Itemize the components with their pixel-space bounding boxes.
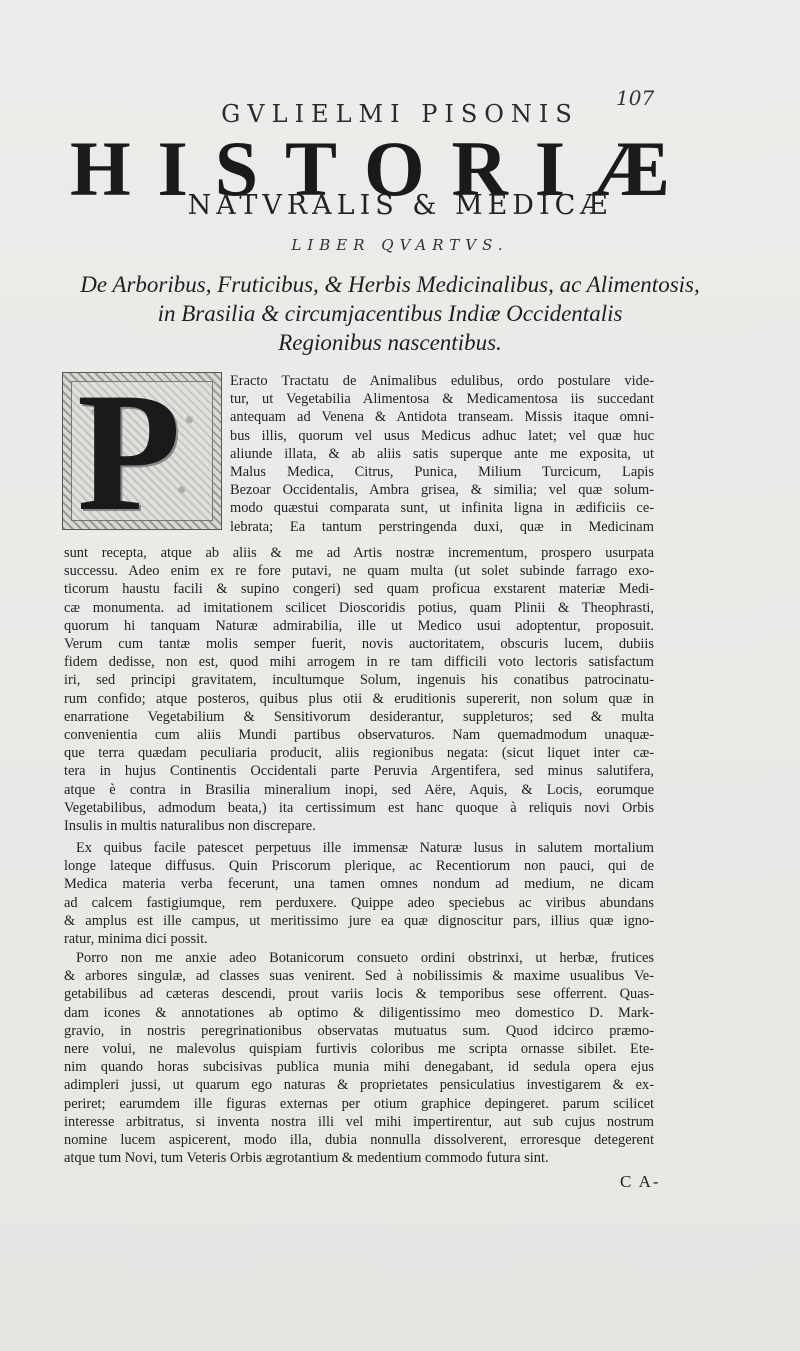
text-line: nere volui, ne malevolus quispiam furtivis coloribus me scripta ornasse sibilet. Ete- — [64, 1041, 654, 1058]
text-line: nomine lucem aspicerent, modo illa, dubia nonnulla dissolverent, erroresque detegerent — [64, 1132, 654, 1149]
text-line: nim quando horas subcisivas publica munia mihi denegabant, id sedula opera ejus — [64, 1059, 654, 1076]
book-number: LIBER QVARTVS. — [291, 236, 509, 254]
text-line: ad calcem fastigiumque, rem perduxere. Quippe adeo speciebus ac viribus abundans — [64, 894, 654, 911]
text-line: longe lateque diffusus. Quin Priscorum plerique, ac Recentiorum non pauci, qui de — [64, 858, 654, 875]
paragraph-1-wrapped — [230, 372, 654, 536]
paragraph-3 — [64, 949, 654, 1167]
text-line: & arbores singulæ, ad classes suas venirent. Sed à nobilissimis & maxime usualibus Ve- — [64, 968, 654, 985]
text-line: antequam ad Venena & Antidota transeam. Missis itaque omni- — [230, 409, 654, 426]
text-line: tur, ut Vegetabilia Alimentosa & Medicamentosa iis succedant — [230, 391, 654, 408]
title-letter: O — [363, 125, 425, 212]
text-line: getabilibus ad cæteras descendi, prout variis locis & temporibus sese offerrent. Quas- — [64, 986, 654, 1003]
text-line: atque tum Novi, tum Veteris Orbis ægrotantium & medentium commodo futura sint. — [64, 1150, 549, 1167]
page-number: 107 — [616, 86, 655, 110]
text-line: quorum hi tanquam Naturæ admirabilia, ille ut Medico usui adoptentur, proposuit. — [64, 617, 654, 634]
text-line: Medica materia verba fecerunt, una tamen omnes nondum ad medium, ne dicam — [64, 876, 654, 893]
text-line: convenientia cum aliis Mundi partibus observaturos. Nam quemadmodum unaquæ- — [64, 727, 654, 744]
text-line: lebrata; Ea tantum perstringenda duxi, quæ in Medicinam — [230, 518, 654, 535]
text-line: fidem dedisse, non est, quod mihi arrogem in re tam difficili voto lectoris satisfactum — [64, 654, 654, 671]
text-line: sunt recepta, atque ab aliis & me ad Artis nostræ incrementum, prospero usurpata — [64, 545, 654, 561]
text-line: aliunde illata, & ab aliis satis superque ante me exposita, ut — [230, 445, 654, 462]
text-line: iri, sed principi gravitatem, incultumque Solum, ingenuis his conatibus patrocinatu- — [64, 672, 654, 689]
text-line: gravio, in nostris peregrinationibus observatas mutuatus sum. Quod idcirco præmo- — [64, 1022, 654, 1039]
catchword: C A- — [620, 1172, 661, 1191]
title-letter: H — [70, 125, 131, 212]
text-line: Insulis in multis naturalibus non discrepare. — [64, 818, 316, 835]
text-line: rum confido; atque posteros, quibus plus otii & eruditionis supererit, non solum quæ in — [64, 690, 654, 707]
text-line: adimpleri jussi, ut quarum ego naturas & proprietates pensiculatius investigarem & ex- — [64, 1077, 654, 1094]
text-line: interesse arbitratus, si inventa nostra illi vel mihi impertirentur, aut sub cujus nostrum — [64, 1113, 654, 1130]
text-line: que terra quædam peculiaria producit, aliis regionibus negata: (sicut liquet inter cæ- — [64, 745, 654, 762]
text-line: Bezoar Occidentalis, Ambra grisea, & similia; vel quæ solum- — [230, 482, 654, 499]
title-letter: R — [451, 125, 508, 212]
text-line: atque è contra in Brasilia mineralium inopi, sed Aëre, Aquis, & Locis, eorumque — [64, 781, 654, 798]
paragraph-2 — [64, 839, 654, 948]
title-letter: I — [157, 125, 188, 212]
heading-line: in Brasilia & circumjacentibus Indiæ Occidentalis — [157, 301, 623, 326]
text-line: modo quæstui comparata sunt, ut infinita ligna in ædificiis ce- — [230, 500, 654, 517]
heading-line: De Arboribus, Fruticibus, & Herbis Medicinalibus, ac Alimentosis, — [80, 272, 700, 297]
text-line: Ex quibus facile patescet perpetuus ille immensæ Naturæ lusus in salutem mortalium — [76, 840, 654, 856]
text-line: successu. Adeo enim ex re fore putavi, ne quam multa (ut solet subinde farrago exo- — [64, 563, 654, 580]
chapter-heading — [60, 270, 720, 357]
text-line: enarratione Vegetabilium & Sensitivorum desiderantur, suppleturos; sed & multa — [64, 708, 654, 725]
heading-line: Regionibus nascentibus. — [278, 330, 502, 355]
paragraph-1-body — [64, 544, 654, 835]
text-line: ratur, minima dici possit. — [64, 931, 208, 948]
drop-cap-letter: P — [77, 358, 181, 546]
text-line: periret; earumdem ille figuras externas per otium graphice depingeret. parum scilicet — [64, 1095, 654, 1112]
title-letter: Æ — [591, 125, 670, 212]
text-line: Vegetabilibus, admodum beata,) ita certissimum est hanc quoque à reliquis novi Orbis — [64, 799, 654, 816]
title-letter: I — [534, 125, 566, 212]
text-line: Malus Medica, Citrus, Punica, Milium Turcicum, Lapis — [230, 464, 654, 481]
text-line: bus illis, quorum vel usus Medicus adhuc latet; vel quæ huc — [230, 427, 654, 444]
text-line: dam icones & annotationes ab optimo & diligentissimo meo domestico D. Mark- — [64, 1004, 654, 1021]
title-letter: S — [214, 125, 259, 212]
ornamental-drop-cap — [62, 358, 222, 546]
title-letter: T — [285, 125, 338, 212]
author-line: GVLIELMI PISONIS — [221, 100, 579, 128]
text-line: cæ monumenta. ad imitationem scilicet Dioscoridis potius, quam Plinii & Theophrasti, — [64, 599, 654, 616]
text-line: Porro non me anxie adeo Botanicorum consueto ordini obstrinxi, ut herbæ, frutices — [76, 950, 654, 966]
text-line: ticorum haustu facili & supino congeri) sed quam proficua exstarent materiæ Medi- — [64, 581, 654, 598]
text-line: & amplus est ille campus, ut meritissimo jure ea quæ dignoscitur pars, illius quæ igno- — [64, 912, 654, 929]
subtitle: NATVRALIS & MEDICÆ — [187, 190, 613, 221]
text-line: tera in hujus Continentis Occidentali parte Peruvia Argentifera, sed minus salutifera, — [64, 763, 654, 780]
text-line: Eracto Tractatu de Animalibus edulibus, ordo postulare vide- — [230, 373, 654, 389]
text-line: Verum cum tantæ molis semper fuerit, novis auctoritatem, obscuris lucem, dubiis — [64, 636, 654, 653]
